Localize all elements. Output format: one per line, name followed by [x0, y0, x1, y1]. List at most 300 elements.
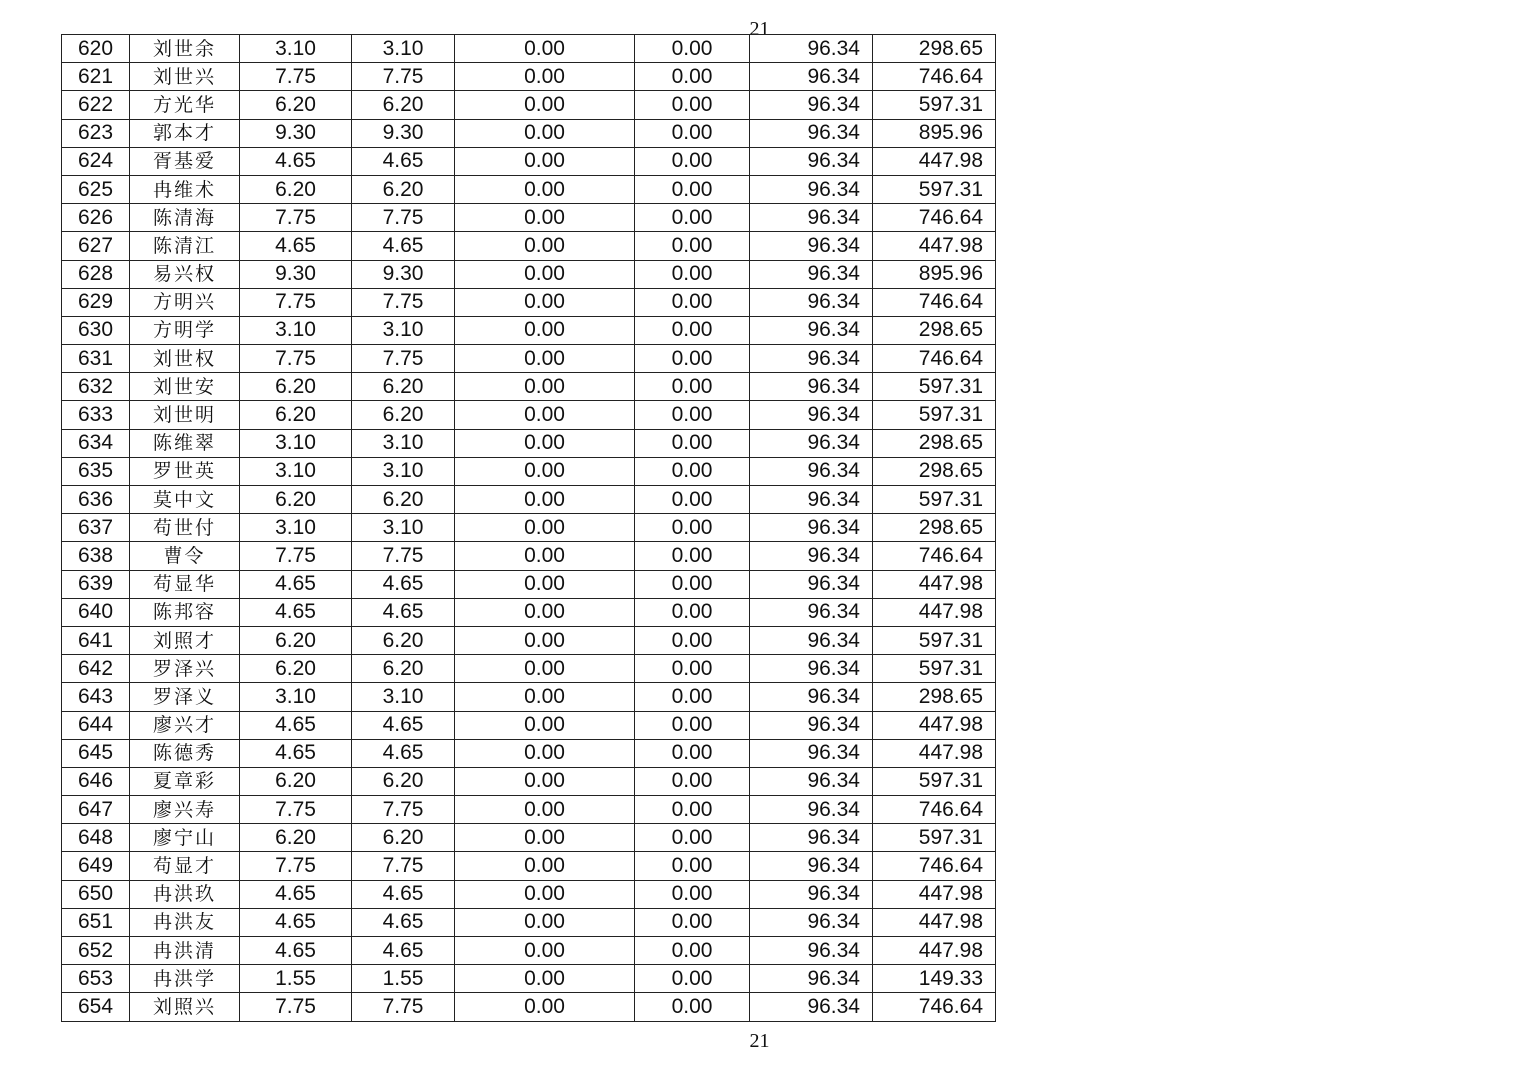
value-cell-4: 0.00 [635, 373, 750, 401]
table-row [62, 711, 996, 739]
value-cell-4: 0.00 [635, 486, 750, 514]
value-cell-3: 0.00 [455, 35, 635, 63]
name-cell: 陈清江 [130, 232, 240, 260]
row-number-cell: 636 [62, 486, 130, 514]
table-row [62, 119, 996, 147]
value-cell-3: 0.00 [455, 852, 635, 880]
name-cell: 陈邦容 [130, 598, 240, 626]
row-number-cell: 639 [62, 570, 130, 598]
name-cell: 冉洪玖 [130, 880, 240, 908]
row-number-cell: 632 [62, 373, 130, 401]
value-cell-2: 3.10 [352, 683, 455, 711]
value-cell-5: 96.34 [750, 908, 873, 936]
value-cell-4: 0.00 [635, 824, 750, 852]
value-cell-5: 96.34 [750, 429, 873, 457]
total-cell: 447.98 [873, 147, 996, 175]
value-cell-4: 0.00 [635, 965, 750, 993]
name-cell: 冉洪清 [130, 937, 240, 965]
name-cell: 陈清海 [130, 204, 240, 232]
value-cell-3: 0.00 [455, 260, 635, 288]
value-cell-3: 0.00 [455, 457, 635, 485]
total-cell: 597.31 [873, 401, 996, 429]
table-row [62, 35, 996, 63]
value-cell-1: 7.75 [240, 796, 352, 824]
value-cell-4: 0.00 [635, 401, 750, 429]
name-cell: 郭本才 [130, 119, 240, 147]
table-row [62, 824, 996, 852]
total-cell: 298.65 [873, 457, 996, 485]
value-cell-5: 96.34 [750, 626, 873, 654]
name-cell: 刘世权 [130, 345, 240, 373]
value-cell-1: 6.20 [240, 767, 352, 795]
value-cell-5: 96.34 [750, 880, 873, 908]
row-number-cell: 624 [62, 147, 130, 175]
value-cell-3: 0.00 [455, 373, 635, 401]
row-number-cell: 628 [62, 260, 130, 288]
value-cell-2: 6.20 [352, 655, 455, 683]
row-number-cell: 647 [62, 796, 130, 824]
value-cell-4: 0.00 [635, 767, 750, 795]
value-cell-4: 0.00 [635, 119, 750, 147]
value-cell-5: 96.34 [750, 35, 873, 63]
total-cell: 597.31 [873, 175, 996, 203]
value-cell-2: 7.75 [352, 542, 455, 570]
table-row [62, 880, 996, 908]
value-cell-3: 0.00 [455, 937, 635, 965]
value-cell-2: 6.20 [352, 486, 455, 514]
table-row [62, 993, 996, 1021]
value-cell-3: 0.00 [455, 232, 635, 260]
name-cell: 刘照才 [130, 626, 240, 654]
value-cell-1: 4.65 [240, 711, 352, 739]
value-cell-5: 96.34 [750, 260, 873, 288]
total-cell: 597.31 [873, 91, 996, 119]
row-number-cell: 644 [62, 711, 130, 739]
value-cell-2: 7.75 [352, 63, 455, 91]
value-cell-1: 4.65 [240, 232, 352, 260]
total-cell: 298.65 [873, 514, 996, 542]
value-cell-3: 0.00 [455, 993, 635, 1021]
total-cell: 447.98 [873, 739, 996, 767]
row-number-cell: 630 [62, 316, 130, 344]
total-cell: 447.98 [873, 880, 996, 908]
value-cell-1: 3.10 [240, 683, 352, 711]
value-cell-3: 0.00 [455, 63, 635, 91]
value-cell-3: 0.00 [455, 514, 635, 542]
value-cell-2: 4.65 [352, 937, 455, 965]
total-cell: 597.31 [873, 626, 996, 654]
total-cell: 746.64 [873, 796, 996, 824]
total-cell: 298.65 [873, 35, 996, 63]
name-cell: 陈维翠 [130, 429, 240, 457]
table-row [62, 908, 996, 936]
value-cell-2: 3.10 [352, 316, 455, 344]
name-cell: 曹令 [130, 542, 240, 570]
value-cell-2: 3.10 [352, 514, 455, 542]
name-cell: 冉洪学 [130, 965, 240, 993]
total-cell: 746.64 [873, 542, 996, 570]
value-cell-5: 96.34 [750, 91, 873, 119]
row-number-cell: 643 [62, 683, 130, 711]
value-cell-3: 0.00 [455, 345, 635, 373]
value-cell-5: 96.34 [750, 175, 873, 203]
value-cell-4: 0.00 [635, 63, 750, 91]
value-cell-1: 7.75 [240, 542, 352, 570]
value-cell-1: 3.10 [240, 316, 352, 344]
value-cell-3: 0.00 [455, 429, 635, 457]
total-cell: 149.33 [873, 965, 996, 993]
value-cell-5: 96.34 [750, 345, 873, 373]
name-cell: 罗世英 [130, 457, 240, 485]
total-cell: 447.98 [873, 711, 996, 739]
value-cell-4: 0.00 [635, 260, 750, 288]
value-cell-5: 96.34 [750, 655, 873, 683]
value-cell-3: 0.00 [455, 965, 635, 993]
table-row [62, 429, 996, 457]
row-number-cell: 620 [62, 35, 130, 63]
table-row [62, 598, 996, 626]
value-cell-1: 6.20 [240, 655, 352, 683]
value-cell-2: 4.65 [352, 147, 455, 175]
value-cell-4: 0.00 [635, 739, 750, 767]
row-number-cell: 621 [62, 63, 130, 91]
name-cell: 陈德秀 [130, 739, 240, 767]
name-cell: 廖兴才 [130, 711, 240, 739]
table-row [62, 401, 996, 429]
total-cell: 746.64 [873, 288, 996, 316]
value-cell-1: 7.75 [240, 204, 352, 232]
table-row [62, 852, 996, 880]
total-cell: 298.65 [873, 683, 996, 711]
table-row [62, 486, 996, 514]
total-cell: 895.96 [873, 119, 996, 147]
data-table [61, 34, 996, 1022]
value-cell-3: 0.00 [455, 711, 635, 739]
value-cell-4: 0.00 [635, 514, 750, 542]
value-cell-2: 3.10 [352, 457, 455, 485]
table-row [62, 373, 996, 401]
value-cell-5: 96.34 [750, 63, 873, 91]
value-cell-4: 0.00 [635, 457, 750, 485]
value-cell-2: 3.10 [352, 35, 455, 63]
row-number-cell: 648 [62, 824, 130, 852]
total-cell: 597.31 [873, 486, 996, 514]
value-cell-1: 4.65 [240, 880, 352, 908]
value-cell-2: 7.75 [352, 288, 455, 316]
value-cell-1: 6.20 [240, 175, 352, 203]
name-cell: 方明学 [130, 316, 240, 344]
table-row [62, 767, 996, 795]
total-cell: 447.98 [873, 570, 996, 598]
value-cell-2: 4.65 [352, 880, 455, 908]
row-number-cell: 625 [62, 175, 130, 203]
table-row [62, 542, 996, 570]
value-cell-2: 1.55 [352, 965, 455, 993]
value-cell-2: 6.20 [352, 767, 455, 795]
row-number-cell: 652 [62, 937, 130, 965]
value-cell-1: 6.20 [240, 486, 352, 514]
row-number-cell: 629 [62, 288, 130, 316]
row-number-cell: 637 [62, 514, 130, 542]
value-cell-4: 0.00 [635, 429, 750, 457]
value-cell-1: 4.65 [240, 598, 352, 626]
value-cell-4: 0.00 [635, 711, 750, 739]
value-cell-4: 0.00 [635, 937, 750, 965]
total-cell: 746.64 [873, 993, 996, 1021]
value-cell-4: 0.00 [635, 288, 750, 316]
table-row [62, 175, 996, 203]
value-cell-2: 4.65 [352, 232, 455, 260]
value-cell-4: 0.00 [635, 316, 750, 344]
table-row [62, 570, 996, 598]
value-cell-3: 0.00 [455, 570, 635, 598]
value-cell-2: 6.20 [352, 175, 455, 203]
row-number-cell: 633 [62, 401, 130, 429]
value-cell-4: 0.00 [635, 880, 750, 908]
value-cell-3: 0.00 [455, 655, 635, 683]
total-cell: 447.98 [873, 598, 996, 626]
value-cell-2: 4.65 [352, 711, 455, 739]
value-cell-3: 0.00 [455, 598, 635, 626]
table-row [62, 965, 996, 993]
name-cell: 刘世余 [130, 35, 240, 63]
value-cell-2: 7.75 [352, 204, 455, 232]
value-cell-5: 96.34 [750, 683, 873, 711]
name-cell: 苟显华 [130, 570, 240, 598]
value-cell-5: 96.34 [750, 570, 873, 598]
row-number-cell: 649 [62, 852, 130, 880]
value-cell-2: 9.30 [352, 260, 455, 288]
name-cell: 廖宁山 [130, 824, 240, 852]
table-row [62, 147, 996, 175]
page-number-top: 21 [749, 18, 770, 40]
value-cell-1: 4.65 [240, 739, 352, 767]
table-row [62, 626, 996, 654]
value-cell-2: 6.20 [352, 401, 455, 429]
value-cell-3: 0.00 [455, 908, 635, 936]
value-cell-5: 96.34 [750, 457, 873, 485]
value-cell-1: 6.20 [240, 373, 352, 401]
value-cell-4: 0.00 [635, 232, 750, 260]
value-cell-5: 96.34 [750, 711, 873, 739]
value-cell-1: 9.30 [240, 119, 352, 147]
name-cell: 刘照兴 [130, 993, 240, 1021]
table-row [62, 937, 996, 965]
row-number-cell: 638 [62, 542, 130, 570]
name-cell: 方光华 [130, 91, 240, 119]
value-cell-3: 0.00 [455, 204, 635, 232]
value-cell-4: 0.00 [635, 993, 750, 1021]
value-cell-1: 3.10 [240, 514, 352, 542]
value-cell-1: 7.75 [240, 993, 352, 1021]
total-cell: 447.98 [873, 937, 996, 965]
value-cell-3: 0.00 [455, 626, 635, 654]
table-body [62, 35, 996, 1022]
value-cell-2: 7.75 [352, 345, 455, 373]
name-cell: 莫中文 [130, 486, 240, 514]
table-row [62, 316, 996, 344]
name-cell: 冉维术 [130, 175, 240, 203]
value-cell-5: 96.34 [750, 373, 873, 401]
name-cell: 胥基爱 [130, 147, 240, 175]
value-cell-2: 6.20 [352, 626, 455, 654]
value-cell-3: 0.00 [455, 119, 635, 147]
value-cell-1: 7.75 [240, 345, 352, 373]
row-number-cell: 645 [62, 739, 130, 767]
name-cell: 易兴权 [130, 260, 240, 288]
value-cell-4: 0.00 [635, 35, 750, 63]
total-cell: 746.64 [873, 204, 996, 232]
value-cell-5: 96.34 [750, 739, 873, 767]
value-cell-4: 0.00 [635, 570, 750, 598]
value-cell-5: 96.34 [750, 937, 873, 965]
value-cell-5: 96.34 [750, 147, 873, 175]
value-cell-2: 6.20 [352, 824, 455, 852]
table-row [62, 514, 996, 542]
name-cell: 冉洪友 [130, 908, 240, 936]
value-cell-5: 96.34 [750, 796, 873, 824]
table-row [62, 739, 996, 767]
row-number-cell: 626 [62, 204, 130, 232]
value-cell-3: 0.00 [455, 316, 635, 344]
name-cell: 罗泽兴 [130, 655, 240, 683]
total-cell: 298.65 [873, 429, 996, 457]
value-cell-2: 4.65 [352, 908, 455, 936]
value-cell-5: 96.34 [750, 119, 873, 147]
row-number-cell: 631 [62, 345, 130, 373]
name-cell: 苟显才 [130, 852, 240, 880]
value-cell-5: 96.34 [750, 401, 873, 429]
value-cell-4: 0.00 [635, 908, 750, 936]
name-cell: 刘世明 [130, 401, 240, 429]
value-cell-4: 0.00 [635, 147, 750, 175]
row-number-cell: 634 [62, 429, 130, 457]
value-cell-3: 0.00 [455, 288, 635, 316]
value-cell-4: 0.00 [635, 542, 750, 570]
value-cell-2: 9.30 [352, 119, 455, 147]
total-cell: 746.64 [873, 63, 996, 91]
value-cell-3: 0.00 [455, 91, 635, 119]
value-cell-1: 1.55 [240, 965, 352, 993]
value-cell-5: 96.34 [750, 852, 873, 880]
table-row [62, 796, 996, 824]
value-cell-5: 96.34 [750, 767, 873, 795]
value-cell-5: 96.34 [750, 993, 873, 1021]
value-cell-3: 0.00 [455, 147, 635, 175]
row-number-cell: 623 [62, 119, 130, 147]
value-cell-4: 0.00 [635, 598, 750, 626]
value-cell-1: 4.65 [240, 937, 352, 965]
value-cell-2: 3.10 [352, 429, 455, 457]
value-cell-4: 0.00 [635, 852, 750, 880]
value-cell-1: 9.30 [240, 260, 352, 288]
row-number-cell: 622 [62, 91, 130, 119]
value-cell-2: 7.75 [352, 796, 455, 824]
value-cell-2: 6.20 [352, 91, 455, 119]
value-cell-3: 0.00 [455, 486, 635, 514]
table-row [62, 63, 996, 91]
table-row [62, 457, 996, 485]
name-cell: 罗泽义 [130, 683, 240, 711]
value-cell-2: 4.65 [352, 598, 455, 626]
row-number-cell: 650 [62, 880, 130, 908]
value-cell-1: 4.65 [240, 908, 352, 936]
table-row [62, 232, 996, 260]
value-cell-3: 0.00 [455, 739, 635, 767]
value-cell-2: 7.75 [352, 993, 455, 1021]
value-cell-4: 0.00 [635, 345, 750, 373]
value-cell-1: 3.10 [240, 35, 352, 63]
value-cell-2: 4.65 [352, 739, 455, 767]
value-cell-2: 6.20 [352, 373, 455, 401]
value-cell-3: 0.00 [455, 401, 635, 429]
value-cell-2: 4.65 [352, 570, 455, 598]
table-row [62, 91, 996, 119]
value-cell-1: 3.10 [240, 457, 352, 485]
value-cell-1: 7.75 [240, 63, 352, 91]
value-cell-3: 0.00 [455, 683, 635, 711]
table-row [62, 204, 996, 232]
value-cell-3: 0.00 [455, 767, 635, 795]
value-cell-1: 7.75 [240, 288, 352, 316]
total-cell: 298.65 [873, 316, 996, 344]
table-row [62, 683, 996, 711]
value-cell-1: 6.20 [240, 91, 352, 119]
row-number-cell: 640 [62, 598, 130, 626]
value-cell-5: 96.34 [750, 542, 873, 570]
row-number-cell: 654 [62, 993, 130, 1021]
value-cell-1: 4.65 [240, 147, 352, 175]
value-cell-4: 0.00 [635, 683, 750, 711]
value-cell-5: 96.34 [750, 965, 873, 993]
value-cell-1: 7.75 [240, 852, 352, 880]
value-cell-5: 96.34 [750, 232, 873, 260]
total-cell: 447.98 [873, 232, 996, 260]
name-cell: 刘世安 [130, 373, 240, 401]
table-row [62, 288, 996, 316]
value-cell-1: 6.20 [240, 824, 352, 852]
total-cell: 597.31 [873, 655, 996, 683]
total-cell: 447.98 [873, 908, 996, 936]
name-cell: 刘世兴 [130, 63, 240, 91]
name-cell: 方明兴 [130, 288, 240, 316]
value-cell-5: 96.34 [750, 204, 873, 232]
row-number-cell: 627 [62, 232, 130, 260]
value-cell-3: 0.00 [455, 880, 635, 908]
total-cell: 597.31 [873, 767, 996, 795]
table-row [62, 260, 996, 288]
value-cell-5: 96.34 [750, 288, 873, 316]
page-number-bottom: 21 [749, 1030, 770, 1052]
value-cell-4: 0.00 [635, 91, 750, 119]
row-number-cell: 653 [62, 965, 130, 993]
value-cell-1: 4.65 [240, 570, 352, 598]
total-cell: 597.31 [873, 373, 996, 401]
value-cell-1: 3.10 [240, 429, 352, 457]
value-cell-5: 96.34 [750, 316, 873, 344]
table-row [62, 345, 996, 373]
value-cell-5: 96.34 [750, 598, 873, 626]
value-cell-5: 96.34 [750, 486, 873, 514]
value-cell-4: 0.00 [635, 175, 750, 203]
row-number-cell: 651 [62, 908, 130, 936]
value-cell-3: 0.00 [455, 796, 635, 824]
name-cell: 苟世付 [130, 514, 240, 542]
value-cell-2: 7.75 [352, 852, 455, 880]
table-row [62, 655, 996, 683]
value-cell-4: 0.00 [635, 655, 750, 683]
value-cell-5: 96.34 [750, 514, 873, 542]
